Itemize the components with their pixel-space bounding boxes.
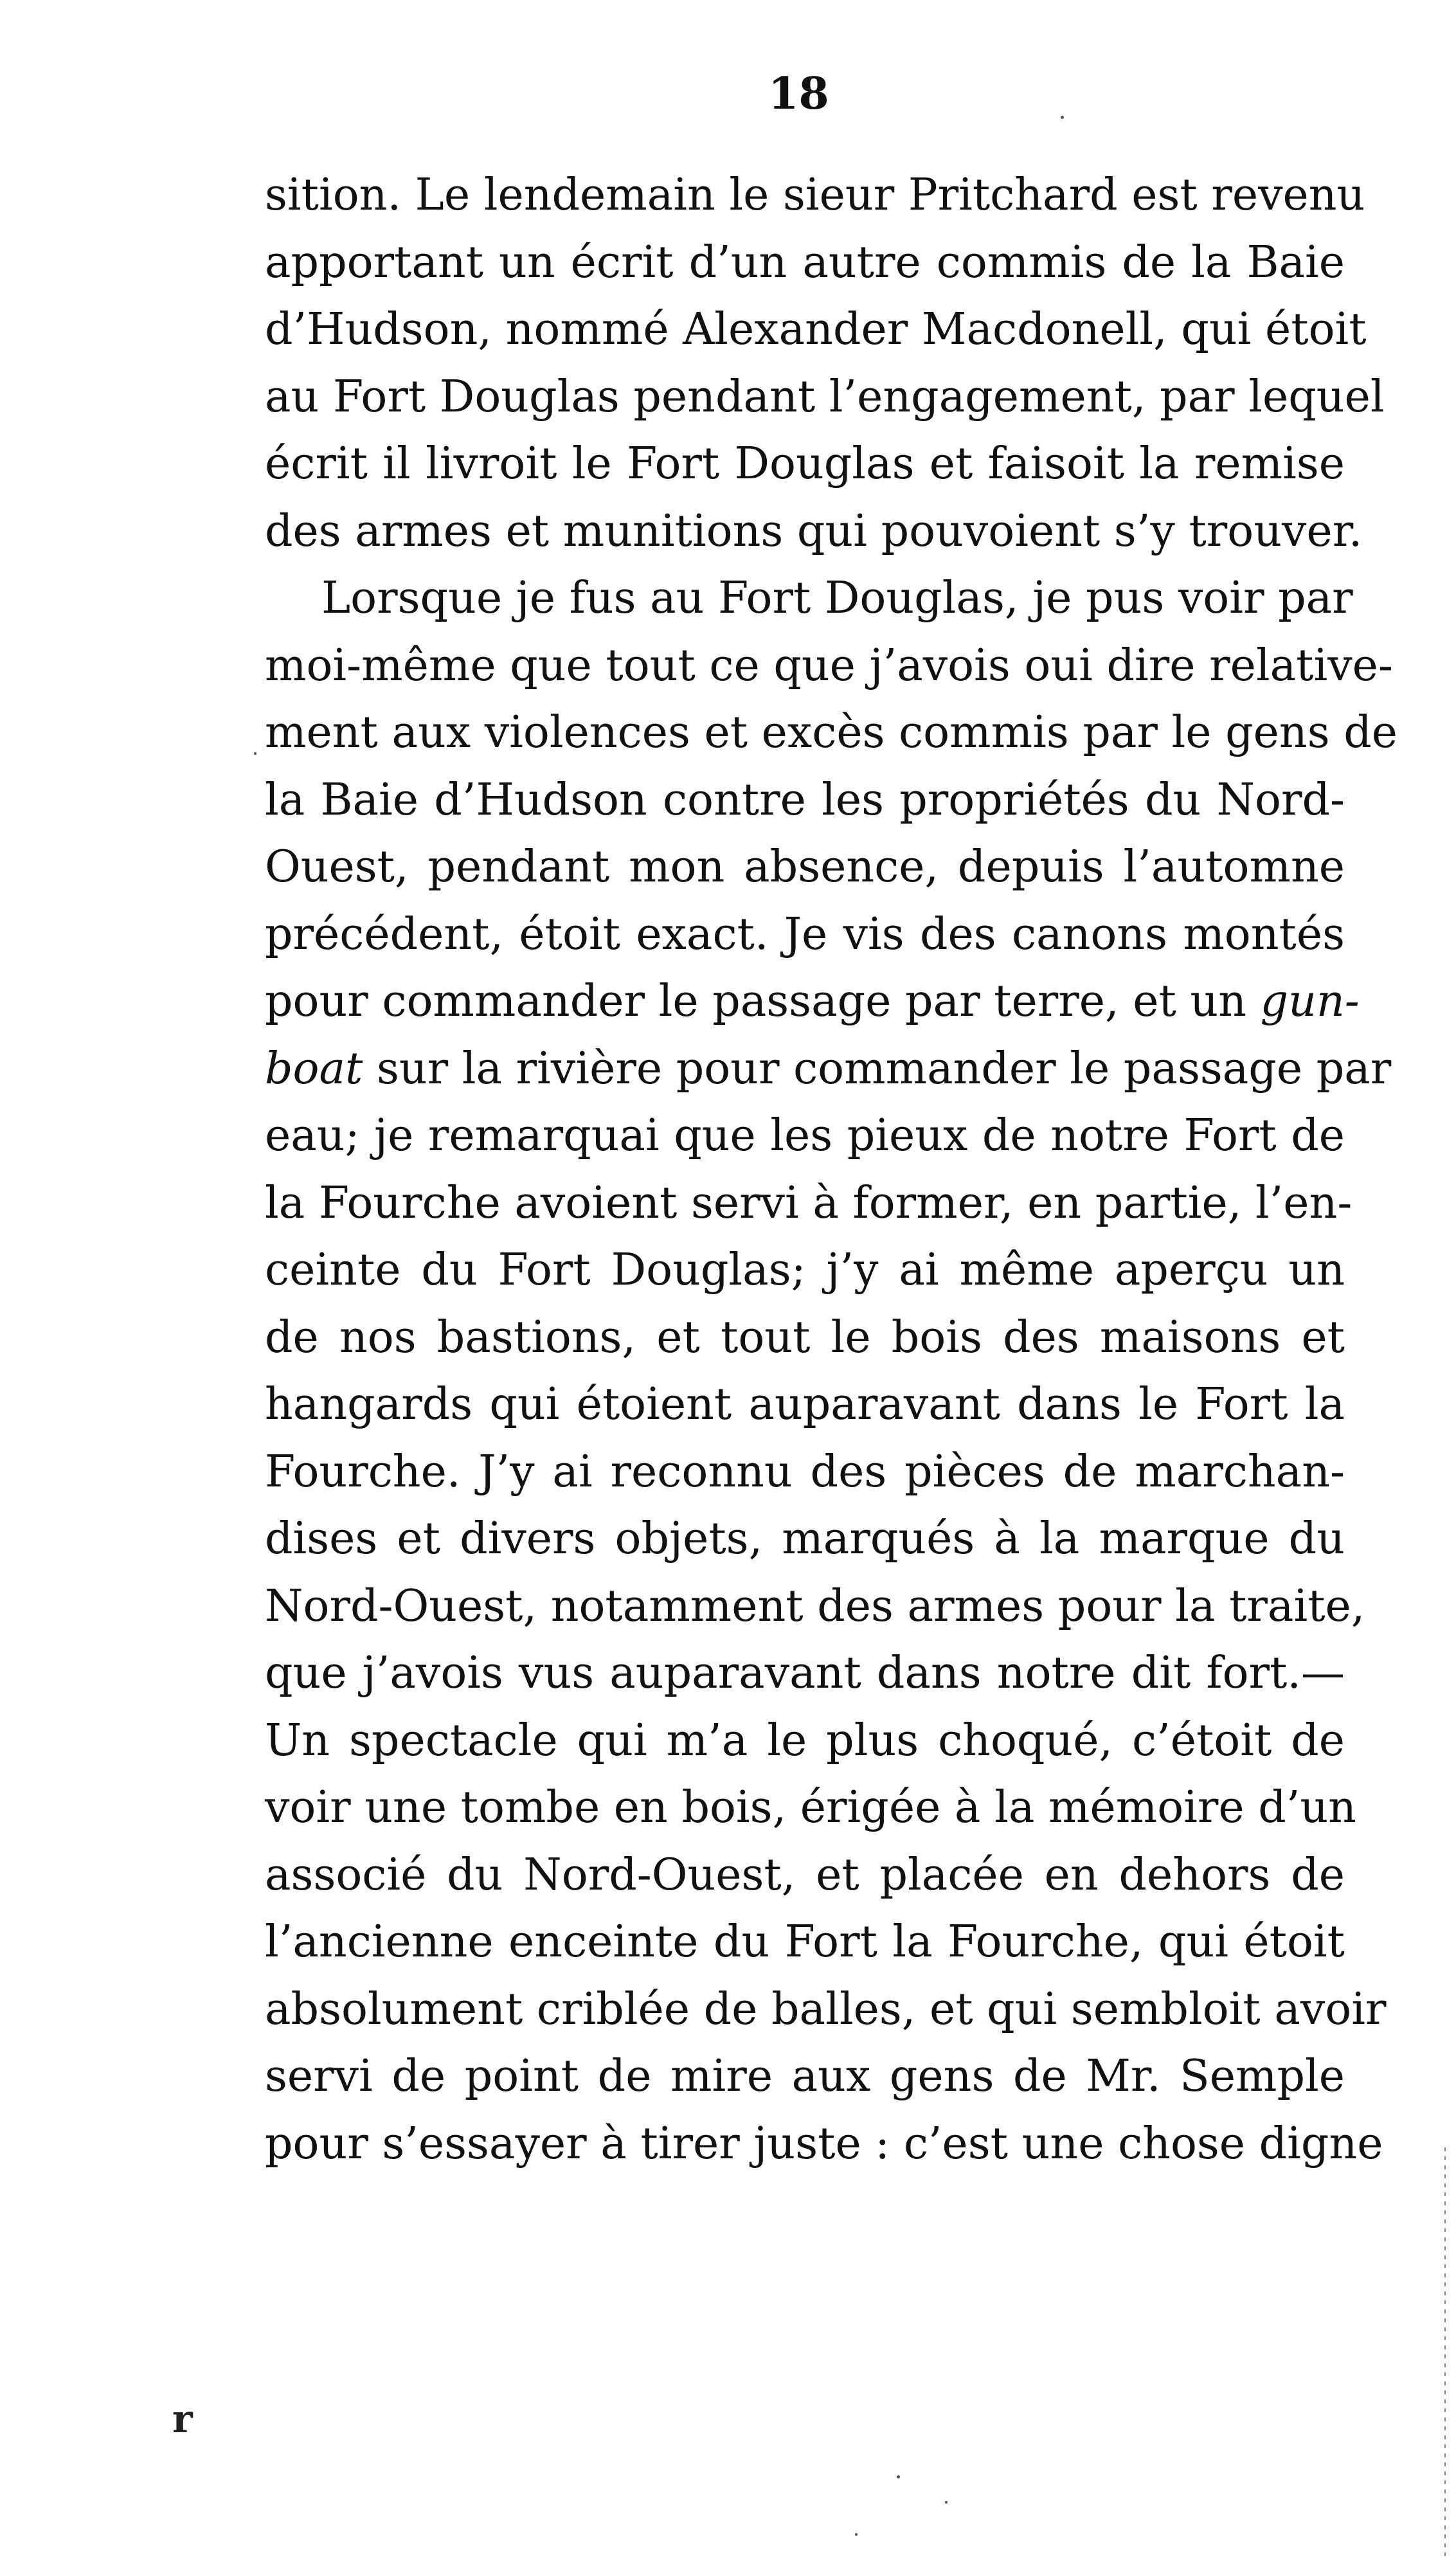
- page-edge-shadow: [1444, 2147, 1446, 2559]
- text-line: au Fort Douglas pendant l’engagement, par lequel: [265, 371, 1385, 422]
- text-line: de nos bastions, et tout le bois des maisons et: [265, 1312, 1345, 1363]
- italic-word: gun-: [1260, 976, 1360, 1027]
- text-line: Lorsque je fus au Fort Douglas, je pus voir par: [321, 573, 1353, 624]
- dust-speck: [254, 752, 256, 755]
- text-line: pour commander le passage par terre, et un gun-: [265, 976, 1360, 1027]
- page-number: 18: [768, 68, 829, 120]
- text-line: Un spectacle qui m’a le plus choqué, c’étoit de: [265, 1715, 1345, 1766]
- text-line: Ouest, pendant mon absence, depuis l’automne: [265, 842, 1345, 892]
- text-line: l’ancienne enceinte du Fort la Fourche, qui étoit: [265, 1917, 1345, 1967]
- text-line: apportant un écrit d’un autre commis de la Baie: [265, 237, 1345, 288]
- text-line: moi-même que tout ce que j’avois oui dire relative-: [265, 640, 1393, 691]
- text-line: absolument criblée de balles, et qui sembloit avoir: [265, 1983, 1387, 2035]
- text-line: associé du Nord-Ouest, et placée en dehors de: [265, 1849, 1345, 1900]
- text-line: écrit il livroit le Fort Douglas et faisoit la remise: [265, 438, 1345, 489]
- text-line: précédent, étoit exact. Je vis des canons montés: [265, 908, 1345, 960]
- text-line: la Fourche avoient servi à former, en partie, l’en-: [265, 1177, 1353, 1229]
- text-line: eau; je remarquai que les pieux de notre Fort de: [265, 1110, 1345, 1161]
- text-line: sition. Le lendemain le sieur Pritchard est revenu: [265, 170, 1365, 221]
- italic-word: boat: [265, 1043, 363, 1094]
- text-line: d’Hudson, nommé Alexander Macdonell, qui étoit: [265, 304, 1367, 355]
- text-line: des armes et munitions qui pouvoient s’y trouver.: [265, 505, 1363, 557]
- text-line: servi de point de mire aux gens de Mr. Semple: [265, 2051, 1345, 2102]
- text-line: la Baie d’Hudson contre les propriétés du Nord-: [265, 774, 1345, 826]
- text-line: ment aux violences et excès commis par le gens de: [265, 707, 1398, 758]
- text-line: que j’avois vus auparavant dans notre dit fort.—: [265, 1648, 1345, 1699]
- body-text: [265, 162, 1398, 2178]
- text-line: ceinte du Fort Douglas; j’y ai même aperçu un: [265, 1245, 1345, 1296]
- dust-speck: [897, 2475, 900, 2478]
- text-line: voir une tombe en bois, érigée à la mémoire d’un: [265, 1782, 1356, 1833]
- text-line: Nord-Ouest, notamment des armes pour la traite,: [265, 1580, 1365, 1632]
- dust-speck: [855, 2533, 858, 2536]
- text-line: Fourche. J’y ai reconnu des pièces de marchan-: [265, 1446, 1345, 1497]
- text-line: pour s’essayer à tirer juste : c’est une chose digne: [265, 2118, 1383, 2169]
- dust-speck: [945, 2501, 948, 2504]
- text-line: boat sur la rivière pour commander le passage par: [265, 1043, 1392, 1094]
- text-line: dises et divers objets, marqués à la marque du: [265, 1513, 1345, 1564]
- stray-ink-mark: r: [172, 2397, 193, 2442]
- text-line: hangards qui étoient auparavant dans le Fort la: [265, 1379, 1345, 1430]
- dust-speck: [1061, 116, 1064, 119]
